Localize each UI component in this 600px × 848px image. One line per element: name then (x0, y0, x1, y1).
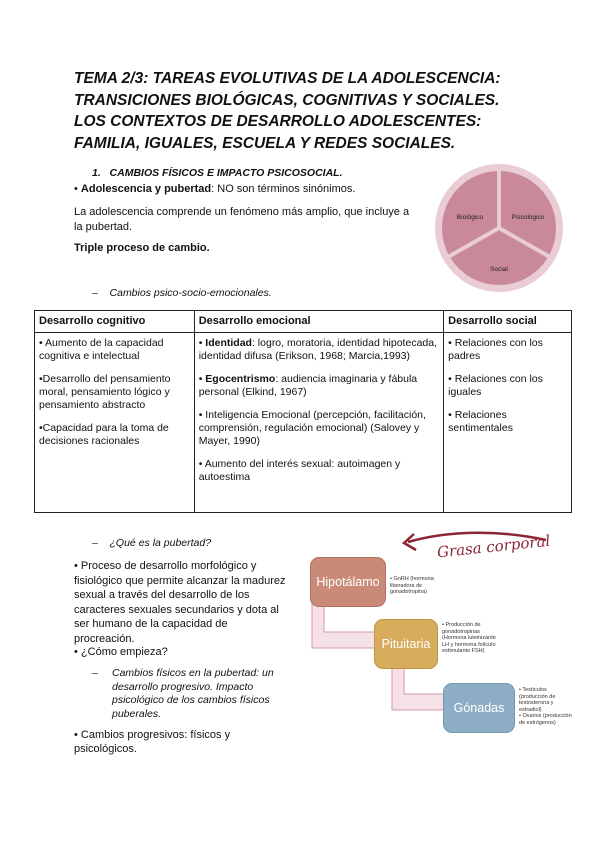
question-pubertad (92, 537, 211, 549)
cognitive-item: •Desarrollo del pensamiento moral, pensamiento lógico y pensamiento abstracto (39, 373, 171, 411)
social-item: • Relaciones con los padres (448, 337, 543, 362)
dash-mark-2: – (92, 667, 98, 679)
header-emotional: Desarrollo emocional (194, 311, 443, 333)
section-title: CAMBIOS FÍSICOS E IMPACTO PSICOSOCIAL. (109, 167, 343, 179)
bullet-rest: : NO son términos sinónimos. (211, 183, 356, 195)
social-item: • Relaciones sentimentales (448, 409, 513, 434)
change-cycle-diagram (434, 161, 564, 295)
note-gnrh: • GnRH (hormona liberadora de gonadotropina) (390, 576, 434, 595)
header-cognitive: Desarrollo cognitivo (35, 311, 195, 333)
node-pituitaria: Pituitaria (374, 619, 438, 669)
title-line-2: TRANSICIONES BIOLÓGICAS, COGNITIVAS Y SOCIALES. (74, 91, 500, 109)
question-como-empieza: • ¿Cómo empieza? (74, 646, 168, 658)
cambios-progresivos: • Cambios progresivos: físicos y psicológicos. (74, 729, 231, 755)
emotional-item-identidad: • Identidad: logro, moratoria, identidad hipotecada, identidad difusa (Erikson, 1968; Marcia,1993) (198, 337, 438, 362)
page-title (74, 68, 534, 154)
section-number: 1. (92, 167, 101, 179)
title-line-1: TEMA 2/3: TAREAS EVOLUTIVAS DE LA ADOLESCENCIA: (74, 70, 501, 87)
question-text: ¿Qué es la pubertad? (109, 537, 212, 549)
emotional-item-inteligencia: • Inteligencia Emocional (percepción, facilitación, comprensión, regulación emocional) (Salovey y Mayer, 1990) (198, 409, 426, 447)
cycle-label-psicologico: Psicológico (511, 214, 545, 221)
cycle-label-social: Social (490, 266, 508, 273)
handwritten-note: Grasa corporal (436, 531, 552, 562)
note-gonadotropinas: • Producción de gonadotropinas (Hormona luteinizante LH y hormona folículo estimulante FSH) (442, 622, 496, 654)
table-header-row (35, 311, 572, 333)
title-line-4: FAMILIA, IGUALES, ESCUELA Y REDES SOCIALES. (74, 134, 456, 152)
dash-mark: – (92, 287, 98, 299)
bullet-bold: Adolescencia y pubertad (80, 183, 212, 195)
table-row (35, 333, 572, 513)
bullet-adolescencia: • Adolescencia y pubertad: NO son términos sinónimos. (74, 183, 356, 195)
intro-paragraph: La adolescencia comprende un fenómeno más amplio, que incluye a la pubertad. (74, 206, 410, 233)
cycle-label-biologico: Biológico (456, 214, 484, 221)
pubertad-definition: • Proceso de desarrollo morfológico y fisiológico que permite alcanzar la madurez sexual a través del desarrollo de los caracteres sexuales secundarios y dota al ser humano de la capacidad de procreación. (74, 560, 286, 645)
identidad-bold: Identidad (205, 337, 252, 349)
cell-cognitive (35, 333, 195, 513)
dash-mark: – (92, 537, 98, 549)
dash-text: Cambios psico-socio-emocionales. (109, 287, 272, 299)
cambios-fisicos-item: Cambios físicos en la pubertad: un desarrollo progresivo. Impacto psicológico de los cambios físicos puberales. (112, 667, 274, 720)
social-item: • Relaciones con los iguales (448, 373, 543, 398)
section-1-heading (92, 167, 343, 179)
node-hipotalamo: Hipotálamo (310, 557, 386, 607)
emotional-item-egocentrismo: • Egocentrismo: audiencia imaginaria y fábula personal (Elkind, 1967) (198, 373, 418, 398)
title-line-3: LOS CONTEXTOS DE DESARROLLO ADOLESCENTES: (74, 113, 482, 130)
note-gonadas: • Testículos (producción de testosterona y estradiol) • Ovarios (producción de estrógenos) (519, 687, 572, 726)
dash-item-psico (92, 287, 272, 299)
development-table (34, 310, 572, 513)
cognitive-item: • Aumento de la capacidad cognitiva e intelectual (39, 337, 164, 362)
cognitive-item: •Capacidad para la toma de decisiones racionales (39, 422, 169, 447)
cell-emotional (194, 333, 443, 513)
cell-social (444, 333, 572, 513)
emotional-item-sexual: • Aumento del interés sexual: autoimagen y autoestima (198, 458, 401, 483)
node-gonadas: Gónadas (443, 683, 515, 733)
triple-process: Triple proceso de cambio. (74, 242, 210, 254)
header-social: Desarrollo social (444, 311, 572, 333)
identidad-rest: : logro, moratoria, identidad hipotecada, identidad difusa (Erikson, 1968; Marcia,1993) (198, 337, 438, 362)
ego-rest: : audiencia imaginaria y fábula personal (Elkind, 1967) (198, 373, 418, 398)
ego-bold: Egocentrismo (205, 373, 276, 385)
